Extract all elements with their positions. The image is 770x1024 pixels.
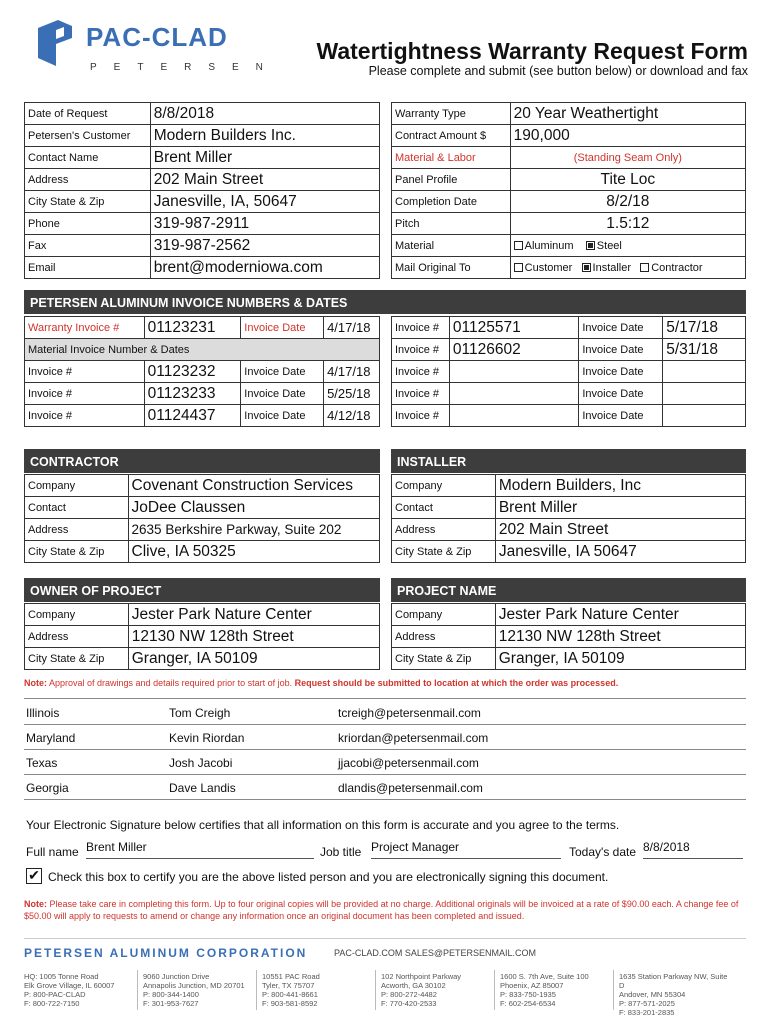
office-line: Acworth, GA 30102 [381, 981, 446, 990]
approval-note [24, 678, 746, 688]
office-address [143, 972, 253, 1008]
jobtitle-field[interactable]: Project Manager [371, 840, 561, 859]
mail-installer-checkbox[interactable] [582, 263, 591, 272]
footer-contact: PAC-CLAD.COM SALES@PETERSENMAIL.COM [334, 948, 537, 958]
certify-checkbox[interactable] [26, 868, 42, 884]
info-value-field[interactable]: brent@moderniowa.com [150, 257, 379, 279]
project-city-label: City State & Zip [392, 648, 496, 670]
invoice-label: Invoice # [25, 383, 145, 405]
invoice-date-field[interactable]: 5/17/18 [663, 317, 746, 339]
office-line: P: 800-441-8661 [262, 990, 318, 999]
mail-contractor-label: Contractor [651, 261, 703, 274]
fee-note-label: Note: [24, 899, 47, 909]
office-line: Annapolis Junction, MD 20701 [143, 981, 245, 990]
office-line: P: 800-272-4482 [381, 990, 437, 999]
invoice-label: Invoice # [25, 405, 145, 427]
contract-amount-label: Contract Amount $ [392, 125, 511, 147]
invoice-date-field[interactable] [663, 383, 746, 405]
installer-contact-field[interactable]: Brent Miller [495, 497, 745, 519]
signature-statement: Your Electronic Signature below certifies that all information on this form is accurate and you agree to the terms. [26, 818, 620, 832]
installer-company-field[interactable]: Modern Builders, Inc [495, 475, 745, 497]
invoice-number-field[interactable] [449, 361, 578, 383]
project-company-label: Company [392, 604, 496, 626]
info-label: Email [25, 257, 151, 279]
invoice-date-label: Invoice Date [241, 383, 324, 405]
panel-profile-label: Panel Profile [392, 169, 511, 191]
invoice-label: Invoice # [392, 339, 450, 361]
office-address [619, 972, 729, 1017]
info-label: Phone [25, 213, 151, 235]
invoice-date-label: Invoice Date [579, 405, 663, 427]
invoice-date-field[interactable]: 4/17/18 [324, 361, 380, 383]
reps-top-divider [24, 698, 746, 699]
contractor-city-field[interactable]: Clive, IA 50325 [128, 541, 379, 563]
mail-installer-label: Installer [592, 261, 632, 274]
approval-note-text: Approval of drawings and details required prior to start of job. [47, 678, 293, 688]
invoice-date-label: Invoice Date [579, 383, 663, 405]
owner-address-label: Address [25, 626, 129, 648]
rep-state: Maryland [26, 731, 76, 745]
fee-note-text: Please take care in completing this form. Up to four original copies will be provided at no charge. Additional originals will be invoiced at a rate of $90.00 each. A change fee of $50.00 will apply to requests to amend or change any information once an original document has been completed and issued. [24, 899, 739, 921]
warranty-info-table [391, 102, 746, 279]
checkmark-icon: ✔ [28, 867, 40, 883]
invoice-label: Invoice # [25, 361, 145, 383]
info-label: Address [25, 169, 151, 191]
rep-state: Illinois [26, 706, 60, 720]
installer-address-label: Address [392, 519, 496, 541]
office-line: 9060 Junction Drive [143, 972, 210, 981]
info-label: City State & Zip [25, 191, 151, 213]
pitch-label: Pitch [392, 213, 511, 235]
invoice-date-label: Invoice Date [241, 405, 324, 427]
office-line: 10551 PAC Road [262, 972, 320, 981]
office-address [24, 972, 134, 1008]
office-address [262, 972, 372, 1008]
contractor-city-label: City State & Zip [25, 541, 129, 563]
office-line: F: 770-420-2533 [381, 999, 437, 1008]
owner-section-title: OWNER OF PROJECT [24, 578, 380, 602]
office-line: Tyler, TX 75707 [262, 981, 315, 990]
invoice-number-field[interactable]: 01123233 [144, 383, 241, 405]
mail-contractor-checkbox[interactable] [640, 263, 649, 272]
warranty-type-label: Warranty Type [392, 103, 511, 125]
installer-table [391, 474, 746, 563]
installer-contact-label: Contact [392, 497, 496, 519]
office-line: F: 301-953-7627 [143, 999, 199, 1008]
rep-state: Georgia [26, 781, 69, 795]
contractor-address-field[interactable]: 2635 Berkshire Parkway, Suite 202 [128, 519, 379, 541]
invoice-date-label: Invoice Date [579, 317, 663, 339]
invoices-section-title: PETERSEN ALUMINUM INVOICE NUMBERS & DATES [24, 290, 746, 314]
installer-address-field[interactable]: 202 Main Street [495, 519, 745, 541]
contractor-table [24, 474, 380, 563]
mail-customer-label: Customer [524, 261, 573, 274]
office-line: P: 800-344-1400 [143, 990, 199, 999]
fullname-label: Full name [26, 845, 79, 859]
invoice-label: Invoice # [392, 361, 450, 383]
invoice-number-field[interactable]: 01123232 [144, 361, 241, 383]
fullname-field[interactable]: Brent Miller [86, 840, 314, 859]
invoice-date-field[interactable] [663, 405, 746, 427]
warranty-invoice-label: Warranty Invoice # [25, 317, 145, 339]
completion-date-label: Completion Date [392, 191, 511, 213]
office-line: 1600 S. 7th Ave, Suite 100 [500, 972, 589, 981]
contractor-contact-label: Contact [25, 497, 129, 519]
owner-table [24, 603, 380, 670]
rep-row [24, 750, 746, 775]
invoice-label: Invoice # [392, 317, 450, 339]
office-line: F: 800-722-7150 [24, 999, 80, 1008]
office-address [500, 972, 610, 1008]
rep-row [24, 700, 746, 725]
contractor-company-field[interactable]: Covenant Construction Services [128, 475, 379, 497]
project-section-title: PROJECT NAME [391, 578, 746, 602]
jobtitle-label: Job title [320, 845, 362, 859]
date-field[interactable]: 8/8/2018 [643, 840, 743, 859]
mail-original-label: Mail Original To [392, 257, 511, 279]
owner-company-field[interactable]: Jester Park Nature Center [128, 604, 379, 626]
approval-note-label: Note: [24, 678, 47, 688]
warranty-invoice-field[interactable]: 01123231 [144, 317, 241, 339]
project-address-label: Address [392, 626, 496, 648]
office-line: Elk Grove Village, IL 60007 [24, 981, 115, 990]
panel-profile-field[interactable]: Tite Loc [510, 169, 745, 191]
invoice-date-field[interactable] [663, 361, 746, 383]
invoice-number-field[interactable] [449, 383, 578, 405]
completion-date-field[interactable]: 8/2/18 [510, 191, 745, 213]
office-line: P: 877-571-2025 [619, 999, 675, 1008]
rep-email-link[interactable]: dlandis@petersenmail.com [338, 781, 483, 795]
pac-clad-logo-icon [36, 18, 74, 68]
info-value-field[interactable]: 202 Main Street [150, 169, 379, 191]
brand-sub: PETERSEN [90, 62, 280, 73]
office-line: F: 602-254-6534 [500, 999, 556, 1008]
info-value-field[interactable]: Brent Miller [150, 147, 379, 169]
office-line: F: 833-201-2835 [619, 1008, 675, 1017]
customer-info-table [24, 102, 380, 279]
owner-city-field[interactable]: Granger, IA 50109 [128, 648, 379, 670]
invoice-date-label: Invoice Date [241, 361, 324, 383]
invoice-date-field[interactable]: 4/12/18 [324, 405, 380, 427]
info-value-field[interactable]: 319-987-2562 [150, 235, 379, 257]
warranty-invoice-date-label: Invoice Date [241, 317, 324, 339]
contractor-section-title: CONTRACTOR [24, 449, 380, 473]
contract-amount-field[interactable]: 190,000 [510, 125, 745, 147]
warranty-type-field[interactable]: 20 Year Weathertight [510, 103, 745, 125]
office-line: 1635 Station Parkway NW, Suite D [619, 972, 728, 990]
invoices-right-table [391, 316, 746, 427]
info-label: Contact Name [25, 147, 151, 169]
invoice-date-field[interactable]: 5/31/18 [663, 339, 746, 361]
page-subtitle: Please complete and submit (see button below) or download and fax [368, 64, 748, 78]
invoice-number-field[interactable]: 01126602 [449, 339, 578, 361]
certify-text: Check this box to certify you are the above listed person and you are electronically signing this document. [48, 870, 609, 884]
rep-email-link[interactable]: jjacobi@petersenmail.com [338, 756, 479, 770]
office-divider [613, 970, 614, 1010]
info-value-field[interactable]: Janesville, IA, 50647 [150, 191, 379, 213]
office-divider [375, 970, 376, 1010]
rep-email-link[interactable]: tcreigh@petersenmail.com [338, 706, 481, 720]
mail-customer-checkbox[interactable] [514, 263, 523, 272]
rep-name: Dave Landis [169, 781, 236, 795]
approval-note-bold: Request should be submitted to location at which the order was processed. [292, 678, 619, 688]
aluminum-label: Aluminum [524, 239, 574, 252]
material-labor-label: Material & Labor [392, 147, 511, 169]
rep-email-link[interactable]: kriordan@petersenmail.com [338, 731, 489, 745]
invoices-left-table [24, 316, 380, 427]
invoice-date-field[interactable]: 5/25/18 [324, 383, 380, 405]
info-value-field[interactable]: 319-987-2911 [150, 213, 379, 235]
project-company-field[interactable]: Jester Park Nature Center [495, 604, 745, 626]
invoice-number-field[interactable] [449, 405, 578, 427]
rep-name: Kevin Riordan [169, 731, 245, 745]
invoice-label: Invoice # [392, 405, 450, 427]
steel-checkbox[interactable] [586, 241, 595, 250]
brand-name: PAC-CLAD [86, 22, 228, 52]
rep-row [24, 725, 746, 750]
pitch-field[interactable]: 1.5:12 [510, 213, 745, 235]
rep-state: Texas [26, 756, 58, 770]
installer-company-label: Company [392, 475, 496, 497]
office-line: P: 833-750-1935 [500, 990, 556, 999]
contractor-contact-field[interactable]: JoDee Claussen [128, 497, 379, 519]
owner-company-label: Company [25, 604, 129, 626]
rep-name: Tom Creigh [169, 706, 231, 720]
installer-section-title: INSTALLER [391, 449, 746, 473]
office-divider [494, 970, 495, 1010]
invoice-date-label: Invoice Date [579, 361, 663, 383]
installer-city-label: City State & Zip [392, 541, 496, 563]
date-label: Today's date [569, 845, 637, 859]
owner-address-field[interactable]: 12130 NW 128th Street [128, 626, 379, 648]
invoice-label: Invoice # [392, 383, 450, 405]
office-line: 102 Northpoint Parkway [381, 972, 462, 981]
footer-company: PETERSEN ALUMINUM CORPORATION [24, 946, 308, 960]
info-value-field[interactable]: 8/8/2018 [150, 103, 379, 125]
installer-city-field[interactable]: Janesville, IA 50647 [495, 541, 745, 563]
steel-label: Steel [596, 239, 622, 252]
material-invoice-subhead: Material Invoice Number & Dates [25, 339, 380, 361]
contractor-company-label: Company [25, 475, 129, 497]
invoice-date-label: Invoice Date [579, 339, 663, 361]
project-table [391, 603, 746, 670]
fee-note [24, 898, 746, 922]
material-label: Material [392, 235, 511, 257]
office-line: HQ: 1005 Tonne Road [24, 972, 99, 981]
office-divider [256, 970, 257, 1010]
project-address-field[interactable]: 12130 NW 128th Street [495, 626, 745, 648]
office-address [381, 972, 491, 1008]
invoice-number-field[interactable]: 01124437 [144, 405, 241, 427]
contractor-address-label: Address [25, 519, 129, 541]
info-label: Petersen's Customer [25, 125, 151, 147]
project-city-field[interactable]: Granger, IA 50109 [495, 648, 745, 670]
rep-name: Josh Jacobi [169, 756, 233, 770]
info-value-field[interactable]: Modern Builders Inc. [150, 125, 379, 147]
material-labor-field[interactable]: (Standing Seam Only) [510, 147, 745, 169]
page-title: Watertightness Warranty Request Form [316, 38, 748, 64]
warranty-invoice-date-field[interactable]: 4/17/18 [324, 317, 380, 339]
footer-divider [24, 938, 746, 939]
office-line: Phoenix, AZ 85007 [500, 981, 564, 990]
office-divider [137, 970, 138, 1010]
office-line: Andover, MN 55304 [619, 990, 686, 999]
owner-city-label: City State & Zip [25, 648, 129, 670]
invoice-number-field[interactable]: 01125571 [449, 317, 578, 339]
info-label: Fax [25, 235, 151, 257]
info-label: Date of Request [25, 103, 151, 125]
office-line: P: 800-PAC-CLAD [24, 990, 86, 999]
rep-row [24, 775, 746, 800]
office-line: F: 903-581-8592 [262, 999, 318, 1008]
aluminum-checkbox[interactable] [514, 241, 523, 250]
